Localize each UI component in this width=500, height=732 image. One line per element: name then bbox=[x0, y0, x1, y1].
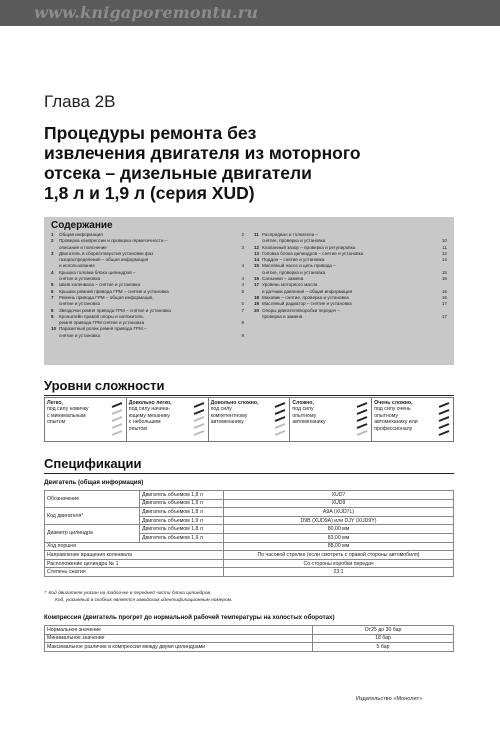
toc-item-text: Ремень привода ГРМ – общая информация, bbox=[59, 294, 154, 300]
toc-item-text: Паразитный ролик ремня привода ГРМ – bbox=[59, 326, 147, 332]
toc-item bbox=[254, 314, 447, 320]
toc-item-number: 17 bbox=[254, 282, 260, 288]
wrench-mark bbox=[439, 410, 449, 414]
wrench-mark bbox=[357, 403, 367, 407]
difficulty-level-line: профессионалу bbox=[374, 425, 413, 432]
toc-item-page: 12 bbox=[441, 250, 447, 256]
toc-item-number: 3 bbox=[51, 250, 54, 256]
table-row bbox=[45, 626, 454, 635]
toc-item-number: 20 bbox=[254, 307, 260, 313]
spec-label: Степень сжатия bbox=[45, 568, 224, 577]
watermark: www.knigaporemontu.ru bbox=[34, 3, 259, 22]
difficulty-level bbox=[290, 398, 372, 441]
table-row bbox=[45, 491, 454, 500]
wrench-rating-icon bbox=[110, 400, 124, 438]
toc-item-page: 11 bbox=[442, 244, 447, 250]
difficulty-level-text bbox=[129, 400, 192, 439]
difficulty-level-line: опытом bbox=[47, 419, 66, 426]
toc-item-text: снятие, проверка и установка bbox=[262, 238, 326, 244]
toc-heading: Содержание bbox=[51, 220, 113, 231]
wrench-rating-icon bbox=[192, 400, 206, 438]
toc-item-number: 4 bbox=[51, 269, 54, 275]
chapter-label: Глава 2В bbox=[44, 92, 116, 111]
wrench-mark bbox=[112, 410, 122, 414]
toc-item-number bbox=[51, 333, 59, 339]
page-title bbox=[44, 123, 464, 203]
title-line: Процедуры ремонта без bbox=[44, 123, 257, 143]
toc-item-number: 10 bbox=[51, 326, 57, 332]
wrench-mark bbox=[357, 410, 367, 414]
toc-item-text: и датчики давления – общая информация bbox=[262, 288, 353, 294]
difficulty-level-line: под силу bbox=[292, 406, 314, 413]
toc-item-text: газораспределения – общая информация bbox=[59, 257, 149, 263]
engine-spec-table bbox=[44, 490, 454, 577]
toc-item-text: описание и пояснение bbox=[59, 244, 107, 250]
toc-item-text: Звездочки ремня привода ГРМ – снятие и установка bbox=[59, 307, 171, 313]
difficulty-level bbox=[127, 398, 209, 441]
toc-item-number: 9 bbox=[51, 313, 54, 319]
publisher: Издательство «Монолит» bbox=[356, 696, 423, 702]
spec-value: 88,00 мм bbox=[224, 542, 454, 551]
toc-item-text: Проверка компрессии и проверка герметичности – bbox=[59, 238, 168, 244]
table-row bbox=[45, 559, 454, 568]
table-row bbox=[45, 551, 454, 560]
difficulty-level-title: Очень сложно, bbox=[374, 400, 413, 406]
footnote: Код, указанный в скобках является заводским идентификационным номером. bbox=[55, 598, 233, 603]
difficulty-level-line: под силу bbox=[210, 406, 232, 413]
spec-label: Код двигателя* bbox=[45, 508, 140, 525]
wrench-mark bbox=[112, 417, 122, 421]
spec-label: Расположение цилиндра № 1 bbox=[45, 559, 224, 568]
engine-caption: Двигатель (общая информация) bbox=[44, 479, 144, 486]
difficulty-level-title: Довольно легко, bbox=[128, 400, 172, 406]
spec-sublabel: Двигатель объемом 1,9 л bbox=[140, 499, 224, 508]
spec-value: XUD7 bbox=[224, 491, 454, 500]
difficulty-level-line: опытом bbox=[128, 425, 147, 432]
toc-item-number: 7 bbox=[51, 294, 54, 300]
table-row bbox=[45, 643, 454, 652]
toc-item-text: Головка блока цилиндров – снятие и установка bbox=[262, 250, 364, 256]
spec-sublabel: Двигатель объемом 1,9 л bbox=[140, 533, 224, 542]
toc-item-number: 6 bbox=[51, 288, 54, 294]
toc-item-page: 16 bbox=[441, 276, 447, 282]
toc-item-number: 12 bbox=[254, 244, 260, 250]
wrench-mark bbox=[439, 424, 449, 428]
table-row bbox=[45, 568, 454, 577]
toc-item-text: Уровень моторного масла bbox=[262, 282, 318, 288]
toc-item-number: 16 bbox=[254, 276, 260, 282]
spec-value: D9B (XUD9A) или DJY (XUD9Y) bbox=[224, 516, 454, 525]
spec-value: XUD9 bbox=[224, 499, 454, 508]
toc-item-page: 15 bbox=[441, 269, 447, 275]
toc-item-page: 4 bbox=[241, 282, 244, 288]
table-row bbox=[45, 634, 454, 643]
wrench-mark bbox=[275, 410, 285, 414]
spec-value: 23:1 bbox=[224, 568, 454, 577]
spec-label: Диаметр цилиндра bbox=[45, 525, 140, 542]
toc-item-number: 11 bbox=[254, 232, 259, 237]
difficulty-heading: Уровни сложности bbox=[44, 378, 165, 393]
wrench-mark bbox=[439, 431, 449, 435]
compression-value: 5 бар bbox=[313, 643, 454, 652]
toc-item-number: 2 bbox=[51, 238, 54, 244]
compression-caption: Компрессия (двигатель прогрет до нормальной рабочей температуры на холостых оборотах) bbox=[44, 614, 335, 621]
toc-item-page: 4 bbox=[241, 263, 244, 269]
spec-value: 83,00 мм bbox=[224, 533, 454, 542]
spec-value: A9A (XUD7L) bbox=[224, 508, 454, 517]
difficulty-level-text bbox=[47, 400, 110, 439]
wrench-mark bbox=[194, 431, 204, 435]
spec-sublabel: Двигатель объемом 1,8 л bbox=[140, 508, 224, 517]
difficulty-level-line: с небольшим bbox=[128, 419, 161, 426]
wrench-mark bbox=[112, 403, 122, 407]
difficulty-level-title: Довольно сложно, bbox=[210, 400, 259, 406]
toc-item-text: Масляный насос и цепь привода – bbox=[262, 263, 336, 269]
table-row bbox=[45, 525, 454, 534]
wrench-mark bbox=[357, 431, 367, 435]
toc-item-text: Сальники – замена bbox=[262, 276, 304, 282]
toc-item-text: Клапанный зазор – проверка и регулировка bbox=[262, 244, 356, 250]
compression-table bbox=[44, 625, 454, 652]
wrench-mark bbox=[112, 424, 122, 428]
toc-item-text: снятие, проверка и установка bbox=[262, 269, 326, 275]
toc-item-text: Шкив коленвала – снятие и установка bbox=[59, 282, 141, 288]
compression-value: От25 до 30 бар bbox=[313, 626, 454, 635]
section-rule bbox=[44, 473, 454, 474]
toc-item-text: Крышки ремней привода ГРМ – снятие и установка bbox=[59, 288, 169, 294]
toc-item-text: Масляный радиатор – снятие и установка bbox=[262, 301, 352, 307]
wrench-mark bbox=[194, 410, 204, 414]
toc-item-number: 15 bbox=[254, 263, 260, 269]
footnote: *: Код двигателя указан на табличке в передней части блока цилиндров. bbox=[44, 591, 212, 596]
difficulty-level bbox=[209, 398, 291, 441]
wrench-mark bbox=[194, 417, 204, 421]
toc-item-text: снятие и установка bbox=[59, 276, 101, 282]
toc-right-column bbox=[254, 232, 447, 339]
spec-sublabel: Двигатель объемом 1,8 л bbox=[140, 525, 224, 534]
wrench-mark bbox=[357, 424, 367, 428]
toc-item-number: 5 bbox=[51, 282, 54, 288]
wrench-rating-icon bbox=[355, 400, 369, 438]
toc-item-number: 19 bbox=[254, 301, 260, 307]
wrench-rating-icon bbox=[273, 400, 287, 438]
toc-item bbox=[51, 333, 244, 339]
wrench-mark bbox=[275, 417, 285, 421]
toc-item-page: 8 bbox=[241, 320, 244, 326]
toc-item-number: 13 bbox=[254, 250, 260, 256]
difficulty-level-line: опытному bbox=[292, 412, 317, 419]
wrench-mark bbox=[439, 417, 449, 421]
difficulty-level-line: ющему механику bbox=[128, 412, 170, 419]
compression-value: 18 бар bbox=[313, 634, 454, 643]
difficulty-level-line: под силу очень bbox=[374, 406, 411, 413]
toc-item-text: ремня привода ГРМ снятие и установка bbox=[59, 320, 145, 326]
wrench-mark bbox=[194, 424, 204, 428]
difficulty-level-text bbox=[211, 400, 274, 439]
toc-left-column bbox=[51, 232, 244, 339]
toc-item-page: 16 bbox=[441, 294, 447, 300]
wrench-mark bbox=[275, 403, 285, 407]
wrench-mark bbox=[275, 424, 285, 428]
difficulty-level-line: с минимальным bbox=[47, 412, 86, 419]
wrench-mark bbox=[112, 431, 122, 435]
toc-item-text: Поддон – снятие и установка bbox=[262, 257, 325, 263]
difficulty-level-title: Сложно, bbox=[292, 400, 314, 406]
title-line: 1,8 л и 1,9 л (серия XUD) bbox=[44, 183, 255, 203]
toc-item-number: 8 bbox=[51, 307, 54, 313]
toc-item-page: 7 bbox=[241, 307, 244, 313]
wrench-mark bbox=[439, 403, 449, 407]
difficulty-level-line: автомеханику bbox=[210, 419, 244, 426]
spec-sublabel: Двигатель объемом 1,9 л bbox=[140, 516, 224, 525]
toc-item-text: Двигатель в сборе/отверстия установки фаз bbox=[59, 250, 154, 256]
toc-item-text: Кронштейн правой опоры и натяжитель bbox=[59, 313, 144, 319]
toc-item-text: Распредвал и толкатели – bbox=[262, 232, 318, 237]
difficulty-levels bbox=[44, 397, 454, 442]
compression-label: Максимальное различие в компрессии между двумя цилиндрами bbox=[45, 643, 313, 652]
toc-item-page: 16 bbox=[441, 288, 447, 294]
wrench-mark bbox=[275, 431, 285, 435]
toc-item-page: 17 bbox=[441, 313, 447, 319]
compression-label: Нормальное значение bbox=[45, 626, 313, 635]
specs-heading: Спецификации bbox=[44, 456, 142, 471]
difficulty-level-text bbox=[292, 400, 355, 439]
toc-item-number bbox=[254, 314, 262, 320]
wrench-mark bbox=[357, 417, 367, 421]
toc-item-text: снятие и установка bbox=[59, 301, 101, 307]
difficulty-level-title: Легко, bbox=[47, 400, 63, 406]
toc-item-page: 10 bbox=[441, 238, 447, 244]
wrench-mark bbox=[194, 403, 204, 407]
difficulty-level-line: автомеханику bbox=[292, 419, 326, 426]
header-bar bbox=[0, 0, 500, 26]
toc-item-page: 2 bbox=[241, 232, 244, 237]
difficulty-level-line: опытному bbox=[374, 412, 398, 419]
table-row bbox=[45, 542, 454, 551]
toc-item-text: Опоры двигателя/коробки передач – bbox=[262, 307, 340, 313]
spec-label: Направление вращения коленвала bbox=[45, 551, 224, 560]
spec-value: Со стороны коробки передач bbox=[224, 559, 454, 568]
difficulty-level bbox=[45, 398, 127, 441]
title-line: отсека – дизельные двигатели bbox=[44, 163, 312, 183]
toc-item-text: Общая информация bbox=[59, 232, 103, 237]
table-of-contents bbox=[44, 217, 454, 365]
toc-item-page: 5 bbox=[241, 288, 244, 294]
spec-value: 80,00 мм bbox=[224, 525, 454, 534]
toc-item-number: 1 bbox=[51, 232, 54, 237]
toc-item-page: 5 bbox=[241, 301, 244, 307]
toc-item-page: 9 bbox=[241, 332, 244, 338]
toc-item-number: 14 bbox=[254, 257, 260, 263]
toc-item-text: проверка и замена bbox=[262, 313, 303, 319]
spec-label: Обозначение bbox=[45, 491, 140, 508]
compression-label: Минимальное значение bbox=[45, 634, 313, 643]
difficulty-level-line: под силу новичку bbox=[47, 406, 89, 413]
toc-item-page: 14 bbox=[441, 257, 447, 263]
difficulty-level-line: компетентному bbox=[210, 412, 248, 419]
toc-item-text: Маховик – снятие, проверка и установка bbox=[262, 294, 349, 300]
toc-item-page: 4 bbox=[241, 276, 244, 282]
difficulty-level-line: автомеханику или bbox=[374, 419, 418, 426]
wrench-rating-icon bbox=[437, 400, 451, 438]
spec-label: Ход поршня bbox=[45, 542, 224, 551]
toc-item-number: 18 bbox=[254, 294, 260, 300]
difficulty-level-text bbox=[374, 400, 437, 439]
difficulty-level bbox=[372, 398, 453, 441]
toc-item-page: 17 bbox=[441, 301, 447, 307]
spec-value: По часовой стрелке (если смотреть с правой стороны автомобиля) bbox=[224, 551, 454, 560]
toc-item-text: снятие и установка bbox=[59, 332, 101, 338]
toc-item-text: и использование bbox=[59, 263, 95, 269]
spec-sublabel: Двигатель объемом 1,8 л bbox=[140, 491, 224, 500]
toc-item-page: 3 bbox=[241, 244, 244, 250]
toc-item-text: Крышка головки блока цилиндров – bbox=[59, 269, 136, 275]
title-line: извлечения двигателя из моторного bbox=[44, 143, 361, 163]
difficulty-level-line: под силу начина- bbox=[128, 406, 171, 413]
table-row bbox=[45, 508, 454, 517]
